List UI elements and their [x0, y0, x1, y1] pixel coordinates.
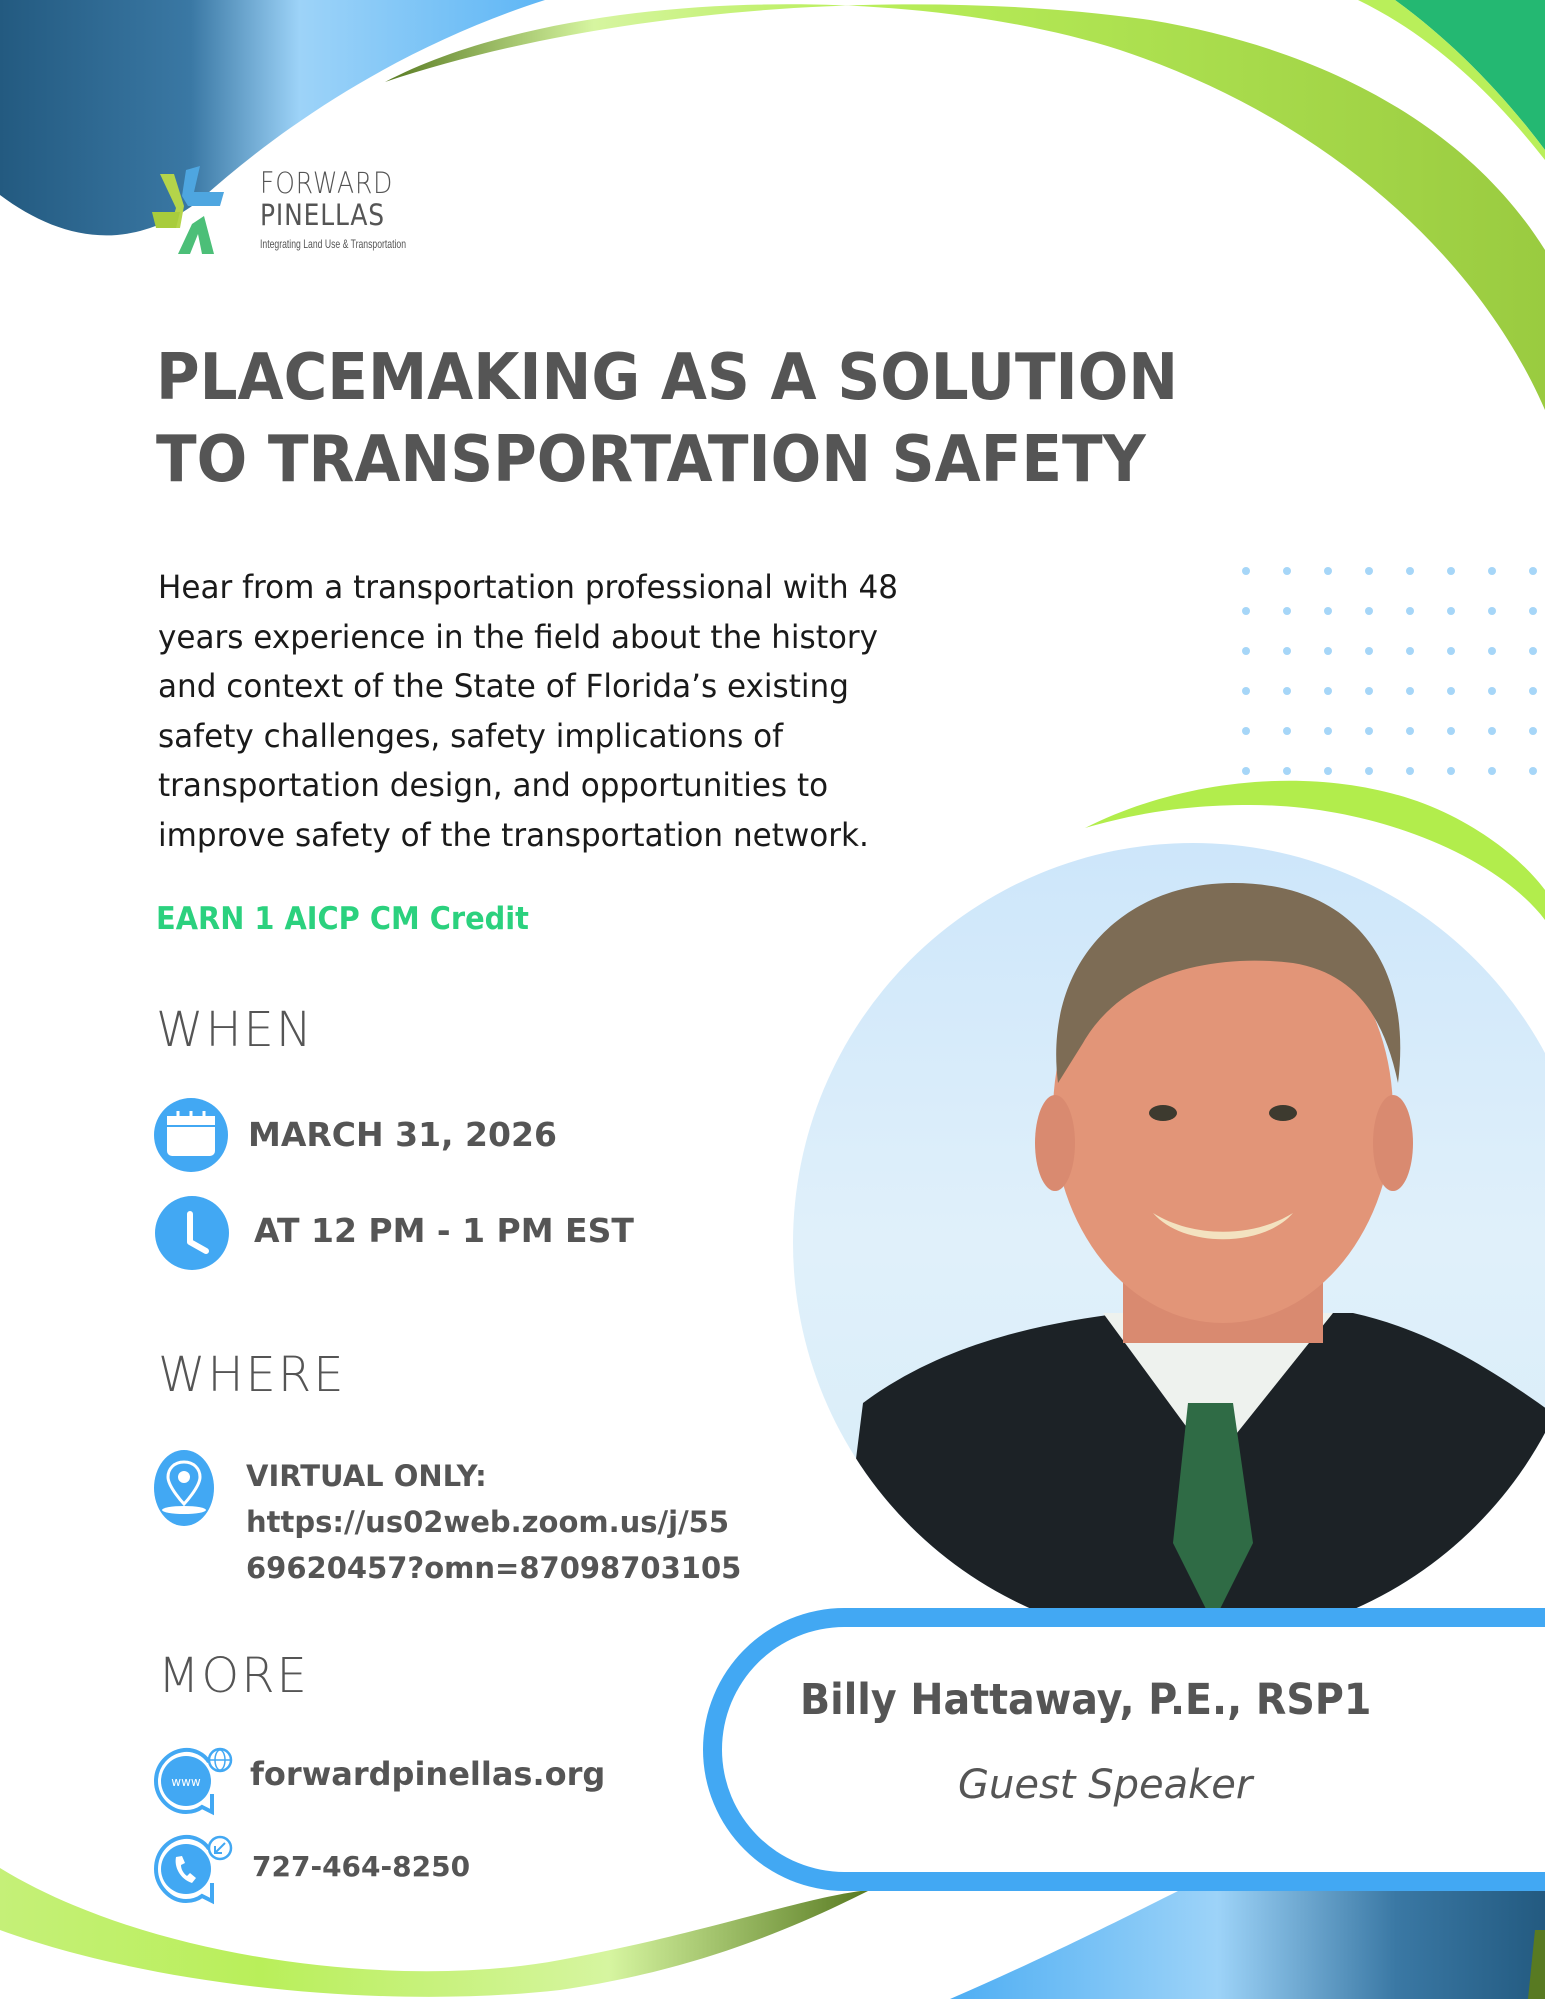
where-virtual-label: VIRTUAL ONLY: — [246, 1459, 487, 1493]
description-line: years experience in the field about the history — [158, 617, 878, 656]
logo-tagline: Integrating Land Use & Transportation — [260, 237, 407, 251]
calendar-icon — [154, 1098, 228, 1172]
more-heading: MORE — [158, 1648, 309, 1704]
event-date: MARCH 31, 2026 — [248, 1115, 557, 1154]
description-line: transportation design, and opportunities to — [158, 766, 829, 804]
description-line: safety challenges, safety implications of — [158, 716, 784, 755]
clock-icon — [155, 1196, 229, 1270]
website-link[interactable]: forwardpinellas.org — [250, 1755, 606, 1793]
speaker-name: Billy Hattaway, P.E., RSP1 — [800, 1675, 1372, 1725]
website-icon — [154, 1746, 234, 1816]
event-time: AT 12 PM - 1 PM EST — [254, 1211, 634, 1250]
event-title-line1: PLACEMAKING AS A SOLUTION — [156, 341, 1179, 415]
where-details — [246, 1453, 741, 1591]
description-line: and context of the State of Florida’s existing — [158, 667, 849, 705]
where-heading: WHERE — [158, 1347, 346, 1403]
speaker-role: Guest Speaker — [958, 1762, 1253, 1808]
svg-text:www: www — [171, 1775, 201, 1789]
logo-name-line2: PINELLAS — [260, 198, 385, 232]
event-title-line2: TO TRANSPORTATION SAFETY — [156, 423, 1146, 497]
forward-pinellas-logo — [152, 166, 442, 256]
phone-icon — [154, 1833, 234, 1905]
event-title — [156, 337, 1356, 501]
credit-badge: EARN 1 AICP CM Credit — [156, 901, 529, 937]
description-line: improve safety of the transportation network. — [158, 815, 869, 854]
logo-name-line1: FORWARD — [260, 166, 394, 200]
description-line: Hear from a transportation professional with 48 — [158, 568, 899, 606]
phone-number[interactable]: 727-464-8250 — [252, 1850, 471, 1883]
dot-grid-decoration — [1238, 563, 1545, 803]
zoom-link[interactable]: https://us02web.zoom.us/j/55 — [246, 1505, 730, 1539]
logo-mark-icon — [152, 166, 244, 254]
event-description — [158, 563, 1058, 860]
speaker-card — [703, 1608, 1545, 1891]
zoom-link-continued[interactable]: 69620457?omn=87098703105 — [246, 1551, 742, 1585]
when-heading: WHEN — [156, 1002, 314, 1058]
location-pin-icon — [154, 1450, 214, 1526]
